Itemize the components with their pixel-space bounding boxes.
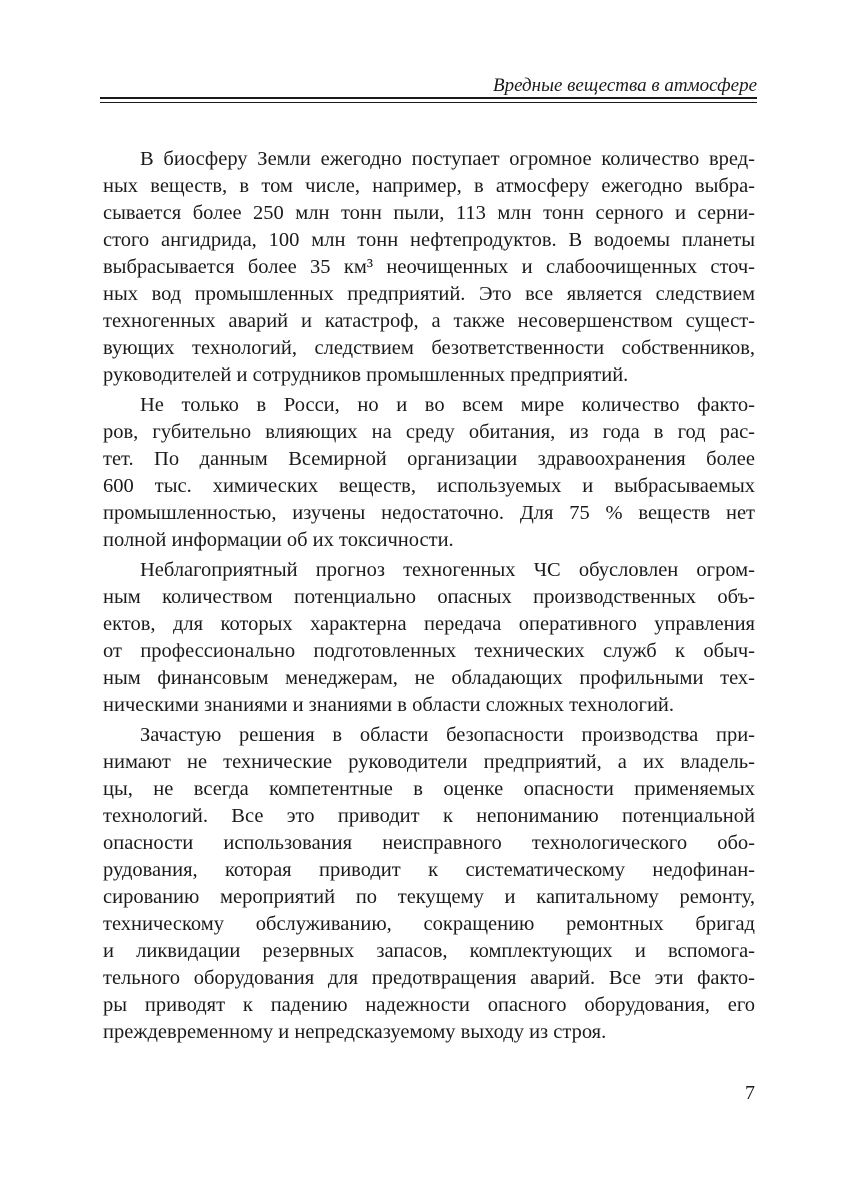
text-line: В биосферу Земли ежегодно поступает огромное количество вред- [140, 148, 755, 170]
text-line: Неблагоприятный прогноз техногенных ЧС обусловлен огром- [140, 559, 755, 581]
text-line: стого ангидрида, 100 млн тонн нефтепродуктов. В водоемы планеты [103, 229, 755, 251]
text-line: техногенных аварий и катастроф, а также несовершенством сущест- [103, 310, 755, 332]
text-line: полной информации об их токсичности. [103, 529, 454, 551]
text-line: преждевременному и непредсказуемому выходу из строя. [103, 1021, 607, 1043]
paragraph [103, 392, 755, 554]
text-line: вующих технологий, следствием безответственности собственников, [103, 337, 755, 359]
text-line: промышленностью, изучены недостаточно. Для 75 % веществ нет [103, 502, 755, 524]
text-line: 600 тыс. химических веществ, используемых и выбрасываемых [103, 475, 755, 497]
text-line: Зачастую решения в области безопасности производства при- [140, 724, 755, 746]
paragraph [103, 146, 755, 389]
body-text [103, 146, 755, 1049]
paragraph [103, 557, 755, 719]
text-line: рудования, которая приводит к систематическому недофинан- [103, 859, 755, 881]
text-line: ектов, для которых характерна передача оперативного управления [103, 613, 755, 635]
text-line: тельного оборудования для предотвращения аварий. Все эти факто- [103, 967, 755, 989]
text-line: и ликвидации резервных запасов, комплектующих и вспомога- [103, 940, 755, 962]
text-line: опасности использования неисправного технологического обо- [103, 832, 755, 854]
text-line: ных веществ, в том числе, например, в атмосферу ежегодно выбра- [103, 175, 755, 197]
text-line: выбрасывается более 35 км³ неочищенных и слабоочищенных сточ- [103, 256, 755, 278]
text-line: сированию мероприятий по текущему и капитальному ремонту, [103, 886, 755, 908]
text-line: Не только в Росси, но и во всем мире количество факто- [140, 394, 755, 416]
text-line: нимают не технические руководители предприятий, а их владель- [103, 751, 755, 773]
text-line: сывается более 250 млн тонн пыли, 113 млн тонн серного и серни- [103, 202, 755, 224]
text-line: техническому обслуживанию, сокращению ремонтных бригад [103, 913, 755, 935]
paragraph [103, 722, 755, 1046]
text-line: руководителей и сотрудников промышленных предприятий. [103, 364, 629, 386]
text-line: от профессионально подготовленных технических служб к обыч- [103, 640, 755, 662]
text-line: ров, губительно влияющих на среду обитания, из года в год рас- [103, 421, 755, 443]
text-line: ническими знаниями и знаниями в области сложных технологий. [103, 694, 675, 716]
header-rule-thin [100, 102, 757, 103]
text-line: ных вод промышленных предприятий. Это все является следствием [103, 283, 755, 305]
header-rule-thick [100, 97, 757, 99]
text-line: ным количеством потенциально опасных производственных объ- [103, 586, 755, 608]
text-line: технологий. Все это приводит к непониманию потенциальной [103, 805, 755, 827]
text-line: ры приводят к падению надежности опасного оборудования, его [103, 994, 755, 1016]
text-line: ным финансовым менеджерам, не обладающих профильными тех- [103, 667, 755, 689]
running-header-title: Вредные вещества в атмосфере [492, 75, 757, 96]
page-number: 7 [745, 1082, 755, 1104]
text-line: цы, не всегда компетентные в оценке опасности применяемых [103, 778, 755, 800]
text-line: тет. По данным Всемирной организации здравоохранения более [103, 448, 755, 470]
